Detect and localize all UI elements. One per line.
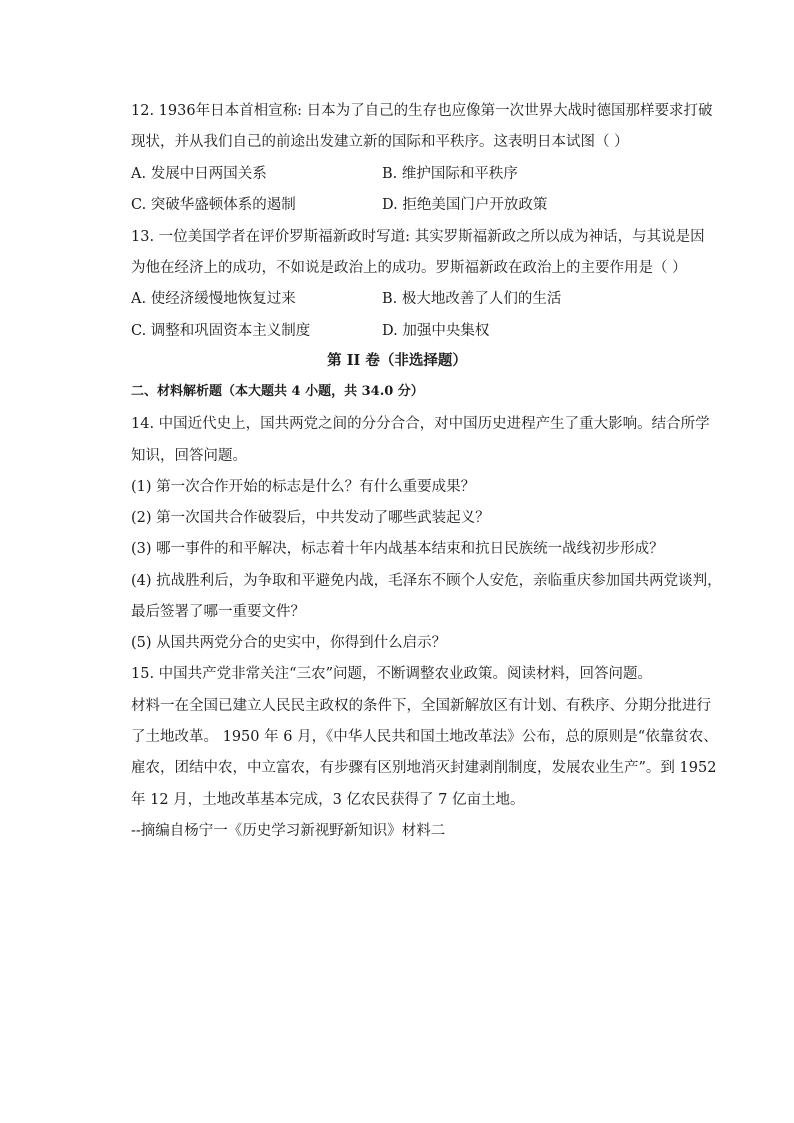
q15-material-line4: 年 12 月，土地改革基本完成，3 亿农民获得了 7 亿亩土地。 [131,792,525,808]
q15-material-line1: 材料一在全国已建立人民民主政权的条件下，全国新解放区有计划、有秩序、分期分批进行 [131,698,711,714]
q13-option-c: C. 调整和巩固资本主义制度 [131,323,311,339]
q13-stem-line1: 13. 一位美国学者在评价罗斯福新政时写道: 其实罗斯福新政之所以成为神话，与其说是因 [131,229,705,245]
q12-stem-line2: 现状，并从我们自己的前途出发建立新的国际和平秩序。这表明日本试图（ ） [131,134,629,150]
q14-stem-line1: 14. 中国近代史上，国共两党之间的分分合合，对中国历史进程产生了重大影响。结合所学 [131,416,710,432]
q13-option-d: D. 加强中央集权 [382,323,490,339]
q14-subquestion-1: (1) 第一次合作开始的标志是什么？有什么重要成果？ [131,479,476,495]
q14-subquestion-4-line2: 最后签署了哪一重要文件？ [131,604,305,620]
section-title: 第 II 卷（非选择题） [327,352,467,369]
q15-source-line: --摘编自杨宁一《历史学习新视野新知识》材料二 [131,823,446,839]
q12-option-c: C. 突破华盛顿体系的遏制 [131,197,296,213]
q14-subquestion-5: (5) 从国共两党分合的史实中，你得到什么启示？ [131,635,447,651]
q15-material-line2: 了土地改革。 1950 年 6 月，《中华人民共和国土地改革法》公布，总的原则是“依靠贫农、 [131,729,718,745]
q13-option-a: A. 使经济缓慢地恢复过来 [131,291,296,307]
q14-subquestion-4-line1: (4) 抗战胜利后，为争取和平避免内战，毛泽东不顾个人安危，亲临重庆参加国共两党谈判， [131,573,722,589]
q12-option-a: A. 发展中日两国关系 [131,166,267,182]
q15-stem-line1: 15. 中国共产党非常关注“三农”问题，不断调整农业政策。阅读材料，回答问题。 [131,666,652,682]
q13-option-b: B. 极大地改善了人们的生活 [382,291,562,307]
q14-subquestion-2: (2) 第一次国共合作破裂后，中共发动了哪些武装起义？ [131,510,490,526]
section-subtitle: 二、材料解析题（本大题共 4 小题，共 34.0 分） [131,384,424,399]
q12-option-b: B. 维护国际和平秩序 [382,166,518,182]
q14-stem-line2: 知识，回答问题。 [131,448,247,464]
q15-material-line3: 雇农，团结中农，中立富农，有步骤有区别地消灭封建剥削制度，发展农业生产”。到 1952 [131,760,717,776]
q14-subquestion-3: (3) 哪一事件的和平解决，标志着十年内战基本结束和抗日民族统一战线初步形成？ [131,541,664,557]
q13-stem-line2: 为他在经济上的成功，不如说是政治上的成功。罗斯福新政在政治上的主要作用是（ ） [131,260,687,276]
q12-stem-line1: 12. 1936年日本首相宣称: 日本为了自己的生存也应像第一次世界大战时德国那样要求打破 [131,103,713,119]
q12-option-d: D. 拒绝美国门户开放政策 [382,197,548,213]
